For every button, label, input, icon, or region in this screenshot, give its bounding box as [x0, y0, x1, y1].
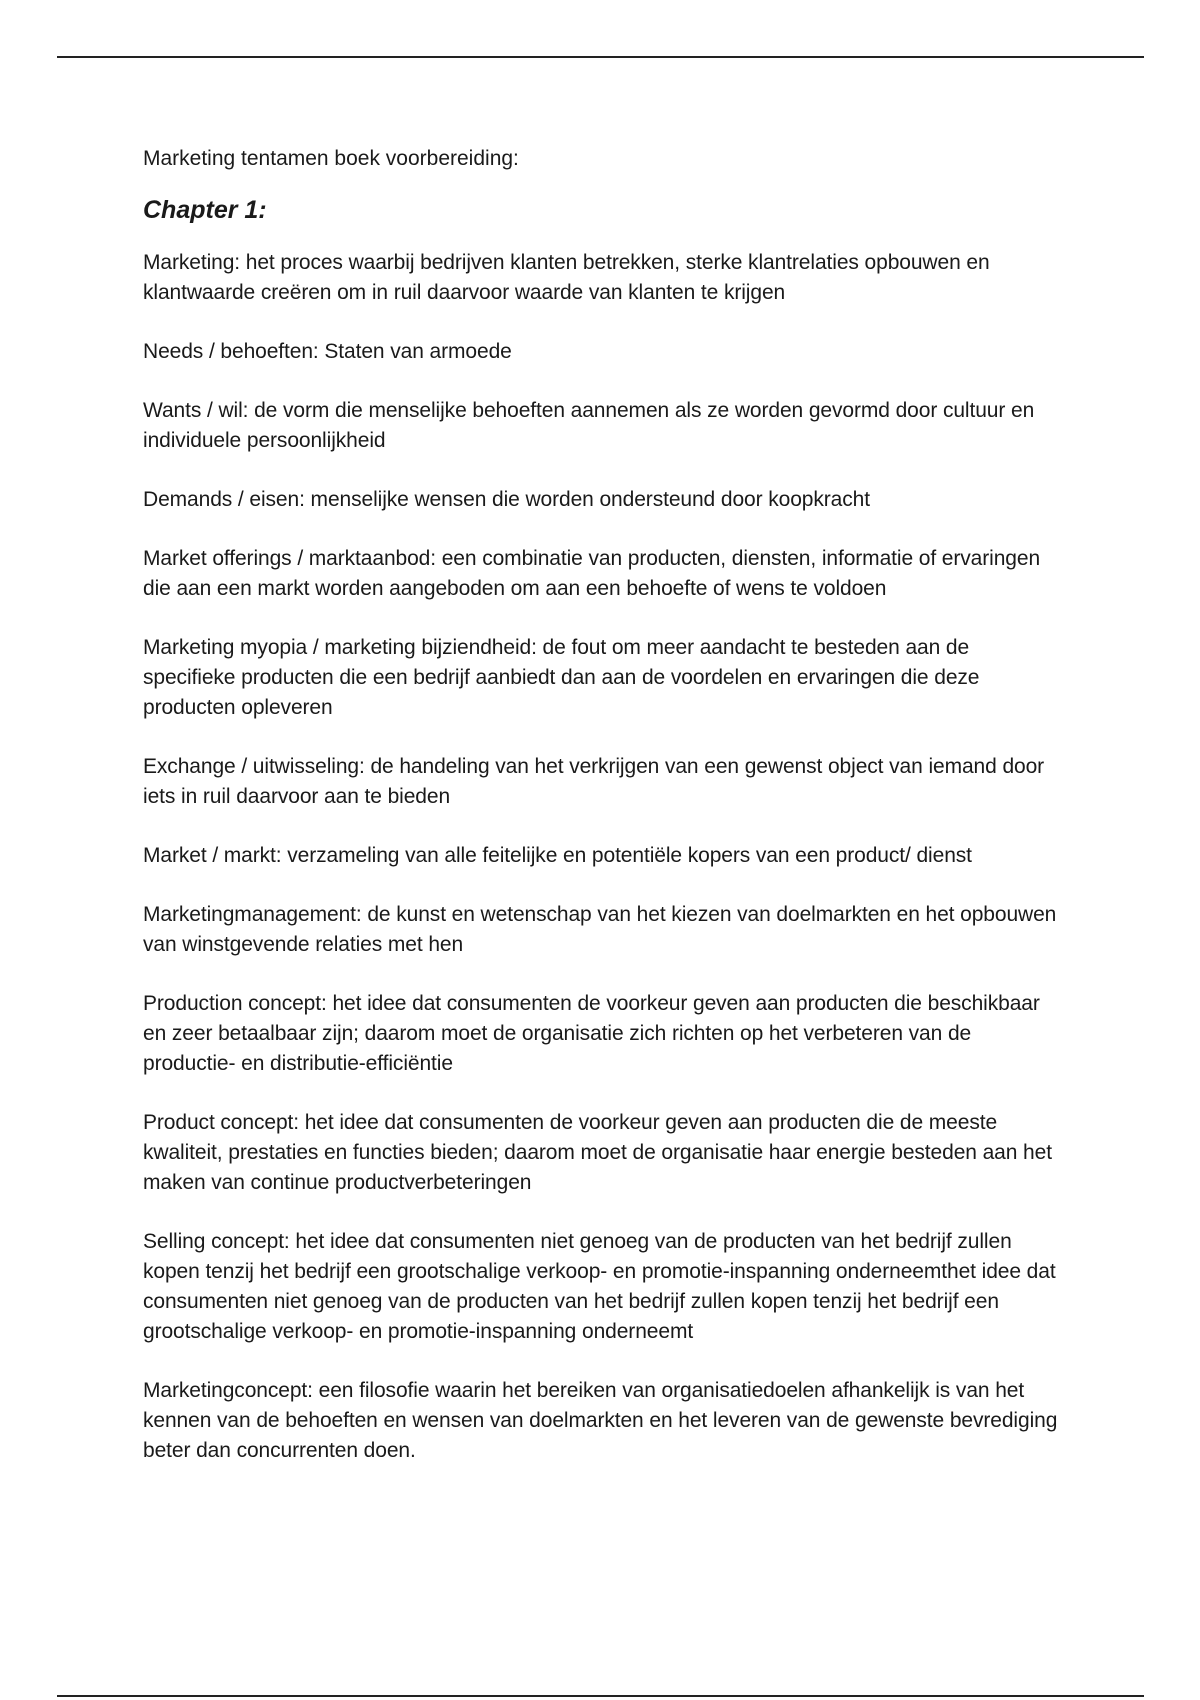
document-intro: Marketing tentamen boek voorbereiding:: [143, 147, 519, 170]
definition-marketing: Marketing: het proces waarbij bedrijven klanten betrekken, sterke klantrelaties opbouwen en klantwaarde creëren om in ruil daarvoor waarde van klanten te krijgen: [143, 251, 990, 304]
definition-wants: Wants / wil: de vorm die menselijke behoeften aannemen als ze worden gevormd door cultuur en individuele persoonlijkheid: [143, 399, 1035, 452]
definition-demands: Demands / eisen: menselijke wensen die worden ondersteund door koopkracht: [143, 488, 870, 511]
definition-market: Market / markt: verzameling van alle feitelijke en potentiële kopers van een product/ dienst: [143, 844, 972, 867]
definition-product-concept: Product concept: het idee dat consumenten de voorkeur geven aan producten die de meeste kwaliteit, prestaties en functies bieden; daarom moet de organisatie haar energie besteden aan het maken van continue productverbeteringen: [143, 1111, 1052, 1194]
definition-marketingconcept: Marketingconcept: een filosofie waarin het bereiken van organisatiedoelen afhankelijk is van het kennen van de behoeften en wensen van doelmarkten en het leveren van de gewenste bevrediging beter dan concurrenten doen.: [143, 1379, 1058, 1462]
definition-market-offerings: Market offerings / marktaanbod: een combinatie van producten, diensten, informatie of ervaringen die aan een markt worden aangeboden om aan een behoefte of wens te voldoen: [143, 547, 1041, 600]
definition-production-concept: Production concept: het idee dat consumenten de voorkeur geven aan producten die beschikbaar en zeer betaalbaar zijn; daarom moet de organisatie zich richten op het verbeteren van de productie- en distributie-efficiëntie: [143, 992, 1040, 1075]
definition-selling-concept: Selling concept: het idee dat consumenten niet genoeg van de producten van het bedrijf zullen kopen tenzij het bedrijf een grootschalige verkoop- en promotie-inspanning onderneemthet idee dat consumenten niet genoeg van de producten van het bedrijf zullen kopen tenzij het bedrijf een grootschalige verkoop- en promotie-inspanning onderneemt: [143, 1230, 1056, 1343]
footer-rule: [57, 1695, 1144, 1697]
definition-needs: Needs / behoeften: Staten van armoede: [143, 340, 512, 363]
definition-marketingmanagement: Marketingmanagement: de kunst en wetenschap van het kiezen van doelmarkten en het opbouwen van winstgevende relaties met hen: [143, 903, 1057, 956]
document-body: [143, 144, 1063, 1495]
chapter-heading: Chapter 1:: [143, 196, 267, 224]
definition-marketing-myopia: Marketing myopia / marketing bijziendheid: de fout om meer aandacht te besteden aan de specifieke producten die een bedrijf aanbiedt dan aan de voordelen en ervaringen die deze producten opleveren: [143, 636, 980, 719]
header-rule: [57, 56, 1144, 58]
definition-exchange: Exchange / uitwisseling: de handeling van het verkrijgen van een gewenst object van iemand door iets in ruil daarvoor aan te bieden: [143, 755, 1045, 808]
